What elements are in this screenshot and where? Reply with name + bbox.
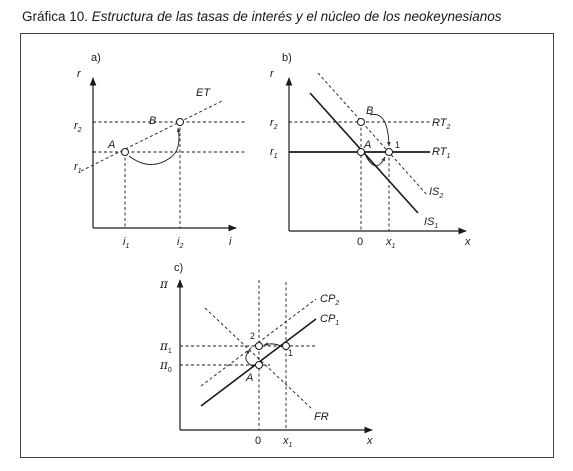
is2-label: $IS_2$	[429, 186, 444, 200]
panel-c	[159, 262, 373, 449]
panel-c-point-2-marker	[256, 343, 263, 350]
panel-b-x-axis-label: x	[465, 236, 471, 248]
panel-c-pi1-tick: $\pi_1$	[160, 339, 172, 355]
panel-b-point-b-label: B	[366, 105, 374, 117]
fr-curve	[205, 308, 312, 409]
et-curve	[81, 101, 222, 171]
panel-b-point-b-marker	[358, 119, 365, 126]
panel-c-point-a-label: A	[246, 372, 254, 384]
panel-c-x1-tick: $x_1$	[283, 435, 293, 449]
panel-a-i2-tick: $i_2$	[177, 236, 184, 250]
is1-label: $IS_1$	[424, 216, 439, 230]
panel-b-tag: b)	[282, 52, 292, 64]
panel-b-point-a-label: A	[364, 139, 372, 151]
panel-a-tag: a)	[91, 52, 101, 64]
panel-a-i1-tick: $i_1$	[123, 236, 130, 250]
panel-c-tag: c)	[174, 262, 184, 274]
panel-b	[270, 52, 471, 250]
panel-a-y-axis-label: r	[77, 68, 81, 80]
panel-b-point-1-label: 1	[395, 140, 401, 150]
panel-b-zero-tick: 0	[357, 236, 364, 248]
panel-b-shift-arrow-upper	[370, 114, 389, 146]
panel-c-shift-arrow-left	[246, 350, 254, 367]
panel-c-point-a-marker	[256, 362, 263, 369]
panel-a-x-axis-label: i	[229, 236, 232, 248]
fr-label: FR	[314, 411, 329, 423]
panel-b-x1-tick: $x_1$	[386, 236, 396, 250]
rt1-label: $RT_1$	[432, 146, 451, 160]
panel-c-y-axis-label: π	[160, 277, 168, 291]
panel-c-x-axis-label: x	[367, 435, 373, 447]
panel-a-point-b-marker	[177, 119, 184, 126]
panel-c-point-1-label: 1	[288, 348, 294, 358]
panel-a-shift-arrow	[129, 128, 179, 165]
panel-a-r1-tick: $r_1$	[74, 161, 82, 175]
is2-curve	[318, 73, 428, 196]
panel-b-point-1-marker	[386, 149, 393, 156]
panel-a-point-a-label: A	[108, 139, 116, 151]
et-curve-label: ET	[196, 87, 211, 99]
panel-b-r1-tick: $r_1$	[270, 146, 278, 160]
panel-b-y-axis-label: r	[270, 68, 274, 80]
figure-title-italic: Estructura de las tasas de interés y el núcleo de los neokeynesianos	[91, 9, 502, 24]
figure-title-prefix: Gráfica 10.	[22, 9, 89, 24]
panel-a	[74, 52, 246, 250]
panel-a-point-b-label: B	[149, 115, 157, 127]
panel-c-pi0-tick: $\pi_0$	[160, 358, 172, 374]
cp1-label: $CP_1$	[320, 313, 340, 327]
panel-a-point-a-marker	[122, 149, 129, 156]
panel-b-r2-tick: $r_2$	[270, 117, 278, 131]
panel-a-r2-tick: $r_2$	[74, 120, 82, 134]
panel-c-zero-tick: 0	[255, 435, 262, 447]
cp2-label: $CP_2$	[320, 293, 340, 307]
panel-c-point-2-label: 2	[250, 331, 256, 341]
rt2-label: $RT_2$	[432, 117, 451, 131]
